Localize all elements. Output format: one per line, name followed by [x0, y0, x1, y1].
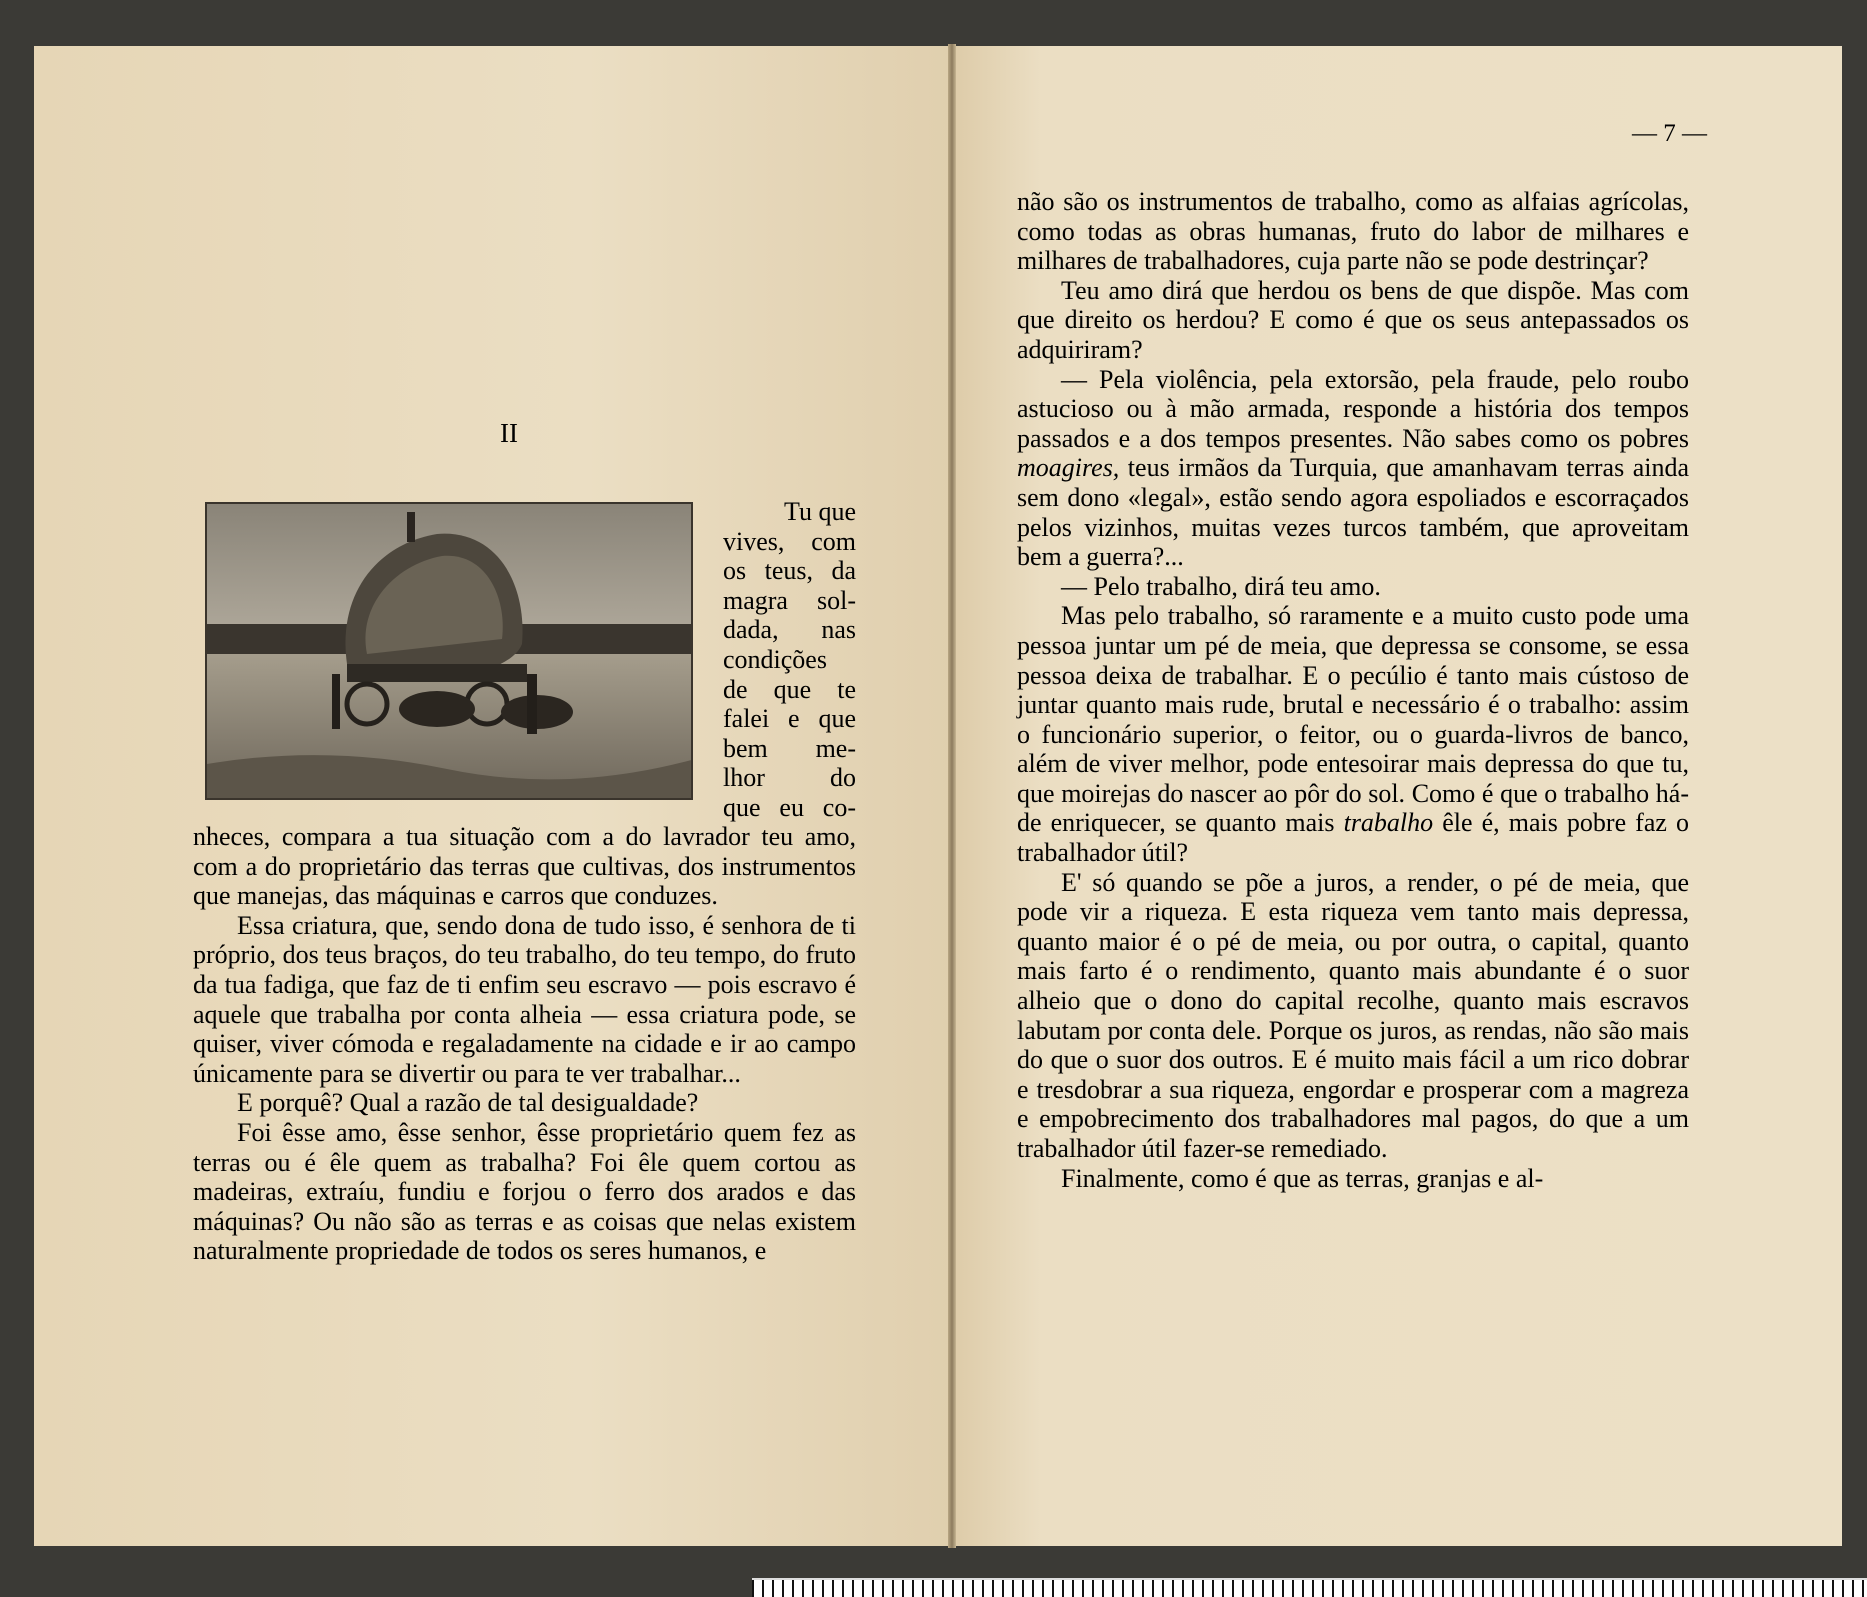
paragraph: Finalmente, como é que as terras, granjas e al- [1061, 1163, 1544, 1193]
paragraph: não são os instrumentos de trabalho, como as alfaias agrícolas, como todas as obras humanas, fruto do labor de milhares e milhares de trabalhadores, cuja parte não se pode destrinçar? [1017, 187, 1689, 276]
italic-word: trabalho [1343, 808, 1434, 838]
wrapped-text-column [723, 497, 856, 823]
wrap-line: lhor do [723, 763, 856, 793]
wrap-line: de que te [723, 674, 856, 704]
paragraph: Foi êsse amo, êsse senhor, êsse proprietário quem fez as terras ou é êle quem as trabalha? Foi êle quem cortou as madeiras, extraíu, fundiu e forjou o ferro dos arados e das máquinas? Ou não são as terras e as coisas que nelas existem naturalmente propriedade de todos os seres humanos, e [193, 1117, 856, 1266]
wrap-line: falei e que [723, 704, 856, 734]
paragraph: Essa criatura, que, sendo dona de tudo isso, é senhora de ti próprio, dos teus braços, do teu trabalho, do teu tempo, do fruto da tua fadiga, que faz de ti enfim seu escravo — pois escravo é aquele que trabalha por conta alheia — essa criatura pode, se quiser, viver cómoda e regaladamente na cidade e ir ao campo únicamente para se divertir ou para te ver trabalhar... [193, 910, 856, 1088]
text-run: teus irmãos da Turquia, que amanhavam terras ainda sem dono «legal», estão sendo agora espoliados e escorraçados pelos vizinhos, muitas vezes turcos também, que aproveitam bem a guerra?... [1017, 453, 1689, 572]
paragraph: nheces, compara a tua situação com a do lavrador teu amo, com a do proprietário das terras que cultivas, dos instrumentos que manejas, das máquinas e carros que conduzes. [193, 822, 856, 911]
wrap-line: os teus, da [723, 556, 856, 586]
chapter-number: II [500, 418, 518, 448]
paragraph: — Pelo trabalho, dirá teu amo. [1061, 571, 1381, 601]
scale-ruler [752, 1578, 1867, 1597]
wrap-line: condições [723, 644, 827, 674]
wrap-line: magra sol- [723, 585, 856, 615]
italic-word: moagires, [1017, 453, 1120, 483]
text-run: Mas pelo trabalho, só raramente e a muito custo pode uma pessoa juntar um pé de meia, que depressa se consome, se essa pessoa deixa de trabalhar. E o pecúlio é tanto mais cústoso de juntar quanto mais rude, brutal e necessário é o trabalho: assim o funcionário superior, o feitor, ou o guarda-livros de banco, além de viver melhor, pode entesoirar mais depressa do que tu, que moirejas do nascer ao pôr do sol. Como é que o trabalho há-de enriquecer, se quanto mais [1017, 601, 1689, 838]
text-run: êle é, mais pobre faz o trabalhador útil? [1017, 808, 1689, 868]
right-body-text [1017, 187, 1689, 1193]
wrap-line: que eu co- [723, 792, 856, 822]
wrap-line: bem me- [723, 733, 856, 763]
wrap-line: Tu que [783, 497, 856, 526]
book-gutter [948, 44, 956, 1548]
page-number: — 7 — [1632, 120, 1707, 147]
paragraph: Teu amo dirá que herdou os bens de que dispõe. Mas com que direito os herdou? E como é que os seus antepassados os adquiriram? [1017, 275, 1689, 364]
paragraph [1017, 601, 1689, 867]
wrap-line: vives, com [723, 526, 856, 556]
wrap-line: dada, nas [723, 615, 856, 645]
paragraph: E porquê? Qual a razão de tal desigualdade? [237, 1088, 699, 1118]
paragraph [1017, 365, 1689, 572]
hay-cart-photo [205, 502, 693, 800]
paragraph: E' só quando se põe a juros, a render, o pé de meia, que pode vir a riqueza. E esta riqueza vem tanto mais depressa, quanto maior é o pé de meia, ou por outra, o capital, quanto mais farto é o rendimento, quanto mais abundante é o suor alheio que o dono do capital recolhe, quanto mais escravos labutam por conta dele. Porque os juros, as rendas, não são mais do que o suor dos outros. E é muito mais fácil a um rico dobrar e tresdobrar a sua riqueza, engordar e prosperar com a magreza e empobrecimento dos trabalhadores mal pagos, do que a um trabalhador útil fazer-se remediado. [1017, 867, 1689, 1163]
text-run: — Pela violência, pela extorsão, pela fraude, pelo roubo astucioso ou à mão armada, responde a história dos tempos passados e a dos tempos presentes. Não sabes como os pobres [1017, 364, 1689, 453]
left-body-text [193, 822, 856, 1266]
